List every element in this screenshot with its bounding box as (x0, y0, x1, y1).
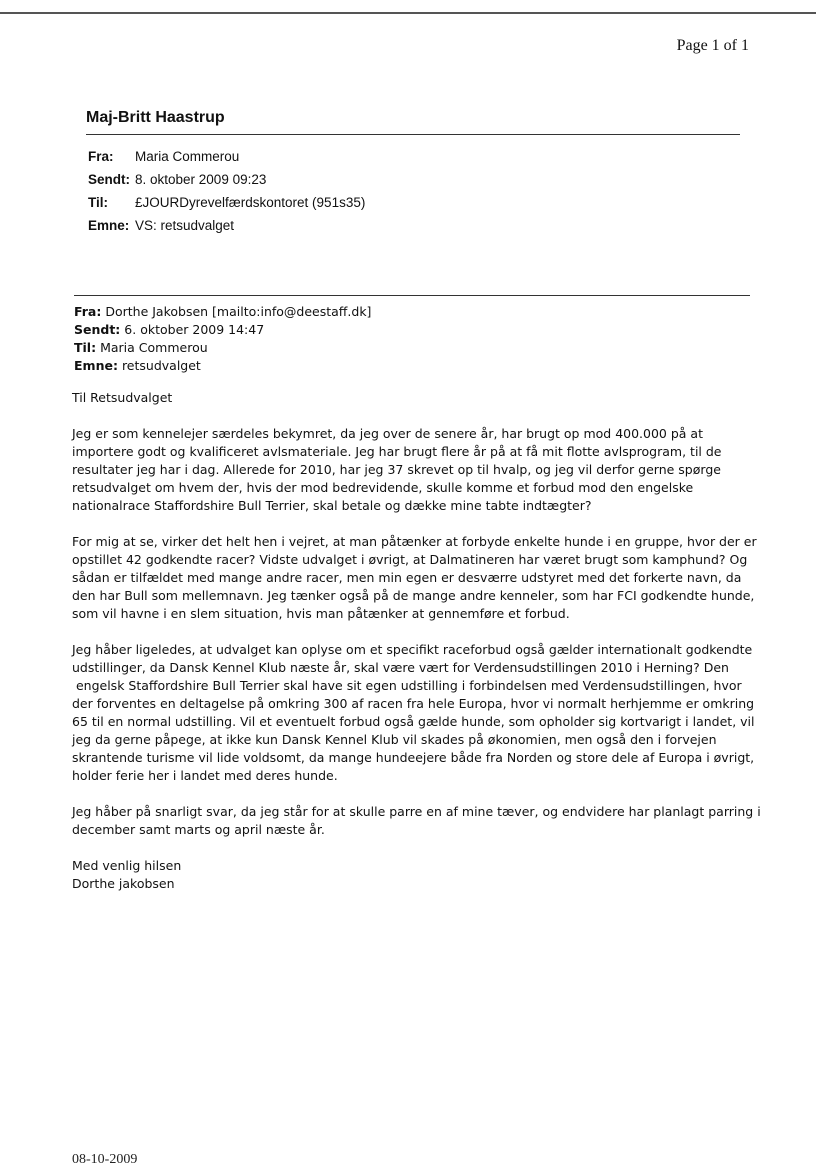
paragraph-3 (72, 641, 755, 785)
sent-value: 8. oktober 2009 09:23 (135, 172, 267, 187)
text-line: opstillet 42 godkendte racer? Vidste udvalget i øvrigt, at Dalmatineren har været brugt som kamphund? Og (72, 552, 748, 567)
closing: Med venlig hilsen (72, 858, 182, 873)
text-line: nationalrace Staffordshire Bull Terrier, skal betale og dække mine tabte indtægter? (72, 498, 592, 513)
original-to-row (74, 339, 371, 357)
text-line: Jeg håber ligeledes, at udvalget kan oplyse om et specifikt raceforbud også gælder internationalt godkendte (72, 642, 753, 657)
text-line: jeg da gerne påpege, at ikke kun Dansk Kennel Klub vil skades på økonomien, men også den i forvejen (72, 732, 717, 747)
original-header (74, 303, 371, 375)
text-line: som vil havne i en slem situation, hvis man påtænker at gennemføre et forbud. (72, 606, 570, 621)
text-line: skrantende turisme vil lide voldsomt, da mange hundeejere både fra Norden og store dele af Europa i øvrigt, (72, 750, 755, 765)
text-line: 65 til en normal udstilling. Vil et eventuelt forbud også gælde hunde, som opholder sig kortvarigt i landet, vil (72, 714, 755, 729)
sign-off (72, 857, 752, 893)
sent-label: Sendt: (88, 172, 130, 187)
footer-date: 08-10-2009 (72, 1152, 138, 1167)
text-line: Jeg håber på snarligt svar, da jeg står for at skulle parre en af mine tæver, og endvidere har planlagt parring i (72, 804, 761, 819)
to-label: Til: (88, 195, 108, 210)
text-line: sådan er tilfældet med mange andre racer, men min egen er desværre udstyret med det forkerte navn, da (72, 570, 742, 585)
page-number: Page 1 of 1 (676, 37, 749, 54)
original-sent-row (74, 321, 371, 339)
original-from-row (74, 303, 371, 321)
text-line: holder ferie her i landet med deres hunde. (72, 768, 338, 783)
to-value: £JOURDyrevelfærdskontoret (951s35) (135, 195, 366, 210)
from-label: Fra: (88, 149, 114, 164)
text-line: resultater jeg har i dag. Allerede for 2010, har jeg 37 skrevet op til hvalp, og jeg vil derfor gerne spørge (72, 462, 721, 477)
to-label: Til: (74, 340, 97, 355)
to-value: Maria Commerou (100, 340, 208, 355)
subject-label: Emne: (88, 218, 130, 233)
original-message-divider (74, 295, 750, 296)
text-line: importere godt og kvalificeret avlsmateriale. Jeg har brugt flere år på at få mit flotte avlsprogram, til de (72, 444, 722, 459)
original-subject-row (74, 357, 371, 375)
text-line: december samt marts og april næste år. (72, 822, 325, 837)
forward-to-row (88, 194, 365, 217)
message-body (72, 389, 761, 893)
sent-value: 6. oktober 2009 14:47 (124, 322, 265, 337)
paragraph-1 (72, 425, 752, 515)
text-line: For mig at se, virker det helt hen i vejret, at man påtænker at forbyde enkelte hunde i en gruppe, hvor der er (72, 534, 757, 549)
subject-value: VS: retsudvalget (135, 218, 235, 233)
top-border-line (0, 12, 816, 14)
from-value: Maria Commerou (135, 149, 240, 164)
text-line: engelsk Staffordshire Bull Terrier skal have sit egen udstilling i forbindelsen med Verdensudstillingen, hvor (72, 678, 742, 693)
from-value: Dorthe Jakobsen [mailto:info@deestaff.dk] (105, 304, 372, 319)
salutation: Til Retsudvalget (72, 390, 173, 405)
paragraph-2 (72, 533, 757, 623)
text-line: den har Bull som mellemnavn. Jeg tænker også på de mange andre kenneler, som har FCI godkendte hunde, (72, 588, 755, 603)
mailbox-owner-name: Maj-Britt Haastrup (86, 109, 225, 126)
text-line: retsudvalget om hvem der, hvis der mod bedrevidende, skulle komme et forbud mod den engelske (72, 480, 694, 495)
text-line: der forventes en deltagelse på omkring 300 af racen fra hele Europa, hvor vi normalt herhjemme er omkring (72, 696, 755, 711)
forward-from-row (88, 148, 365, 171)
from-label: Fra: (74, 304, 102, 319)
sent-label: Sendt: (74, 322, 121, 337)
header-divider (86, 134, 740, 135)
forward-sent-row (88, 171, 365, 194)
subject-label: Emne: (74, 358, 118, 373)
subject-value: retsudvalget (121, 358, 201, 373)
forward-subject-row (88, 217, 365, 240)
paragraph-4 (72, 803, 761, 839)
text-line: udstillinger, da Dansk Kennel Klub næste år, skal være vært for Verdensudstillingen 2010 i Herning? Den (72, 660, 729, 675)
forward-header (88, 148, 365, 240)
signature: Dorthe jakobsen (72, 876, 175, 891)
text-line: Jeg er som kennelejer særdeles bekymret, da jeg over de senere år, har brugt op mod 400.000 på at (72, 426, 703, 441)
